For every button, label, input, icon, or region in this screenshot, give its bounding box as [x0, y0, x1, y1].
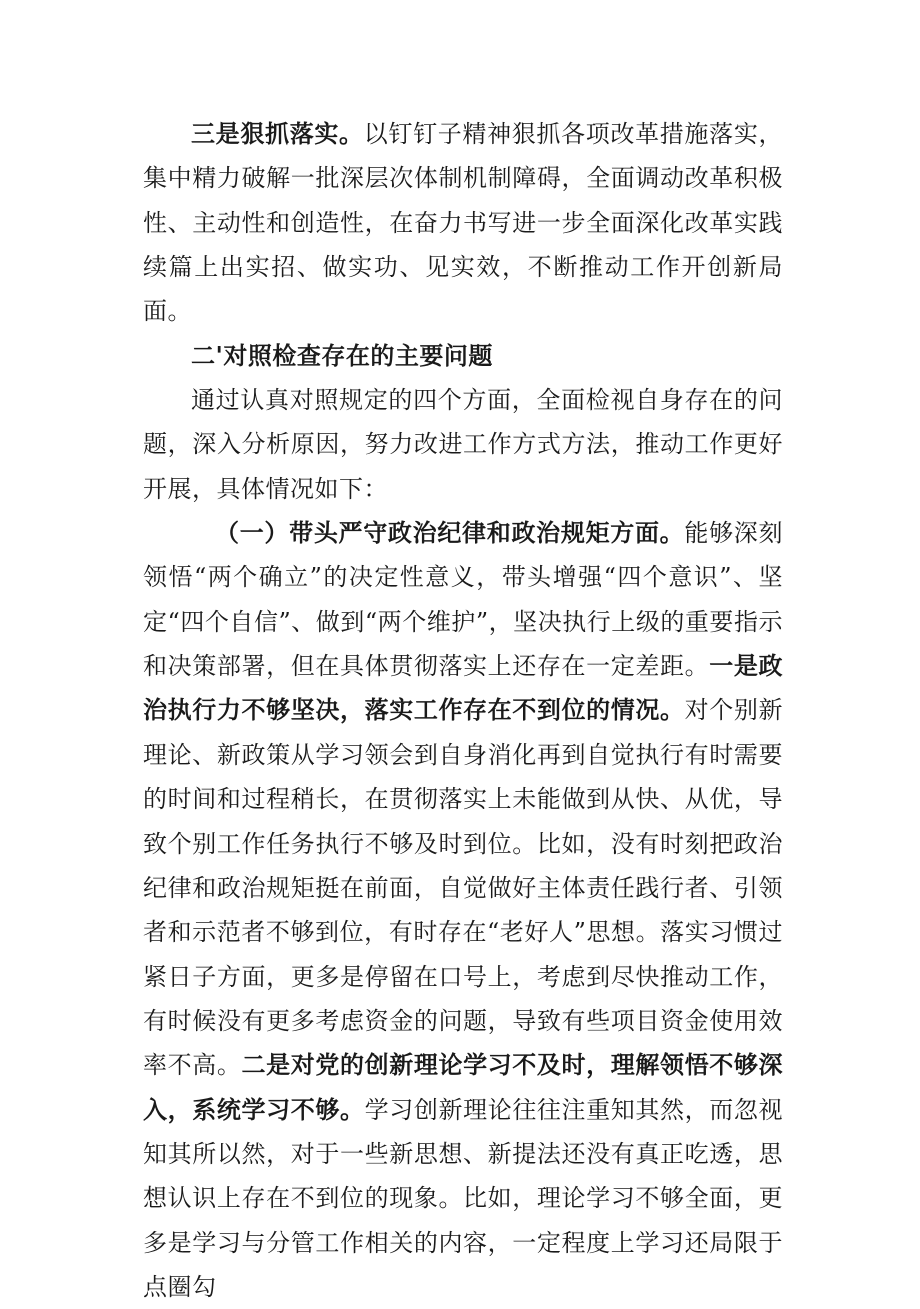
- point-one-title: 一是政治执行力不够坚决，落实工作存在不到位的情况。: [143, 651, 784, 725]
- document-body: [143, 112, 783, 1309]
- section-heading: 二'对照检查存在的主要问题: [191, 340, 493, 370]
- paragraph-text: 能够深刻领悟“两个确立”的决定性意义，带头增强“四个意识”、坚定“四个自信”、做到“两个维护”，坚决执行上级的重要指示和决策部署，但在具体贯彻落实上还存在一定差距。: [143, 519, 784, 681]
- paragraph-intro: 通过认真对照规定的四个方面，全面检视自身存在的问题，深入分析原因，努力改进工作方式方法，推动工作更好开展，具体情况如下：: [143, 386, 783, 503]
- subsection-heading: （一）带头严守政治纪律和政治规矩方面。: [215, 518, 685, 548]
- paragraph-text: 以钉钉子精神狠抓各项改革措施落实，集中精力破解一批深层次体制机制障碍，全面调动改革积极性、主动性和创造性，在奋力书写进一步全面深化改革实践续篇上出实招、做实功、见实效，不断推动工作开创新局面。: [143, 120, 784, 326]
- paragraph-political-discipline: [143, 511, 783, 1309]
- point-two-title: 二是对党的创新理论学习不及时，理解领悟不够深入，系统学习不够。: [143, 1050, 784, 1124]
- paragraph-implementation: [143, 112, 783, 334]
- paragraph-lead: 三是狠抓落实。: [191, 119, 364, 148]
- point-two-text: 学习创新理论往往注重知其然，而忽视知其所以然，对于一些新思想、新提法还没有真正吃透，思想认识上存在不到位的现象。比如，理论学习不够全面，更多是学习与分管工作相关的内容，一定程度上学习还局限于点圈勾: [143, 1095, 784, 1301]
- point-one-text: 对个别新理论、新政策从学习领会到自身消化再到自觉执行有时需要的时间和过程稍长，在贯彻落实上未能做到从快、从优，导致个别工作任务执行不够及时到位。比如，没有时刻把政治纪律和政治规矩挺在前面，自觉做好主体责任践行者、引领者和示范者不够到位，有时存在“老好人”思想。落实习惯过紧日子方面，更多是停留在口号上，考虑到尽快推动工作，有时候没有更多考虑资金的问题，导致有些项目资金使用效率不高。: [143, 696, 784, 1080]
